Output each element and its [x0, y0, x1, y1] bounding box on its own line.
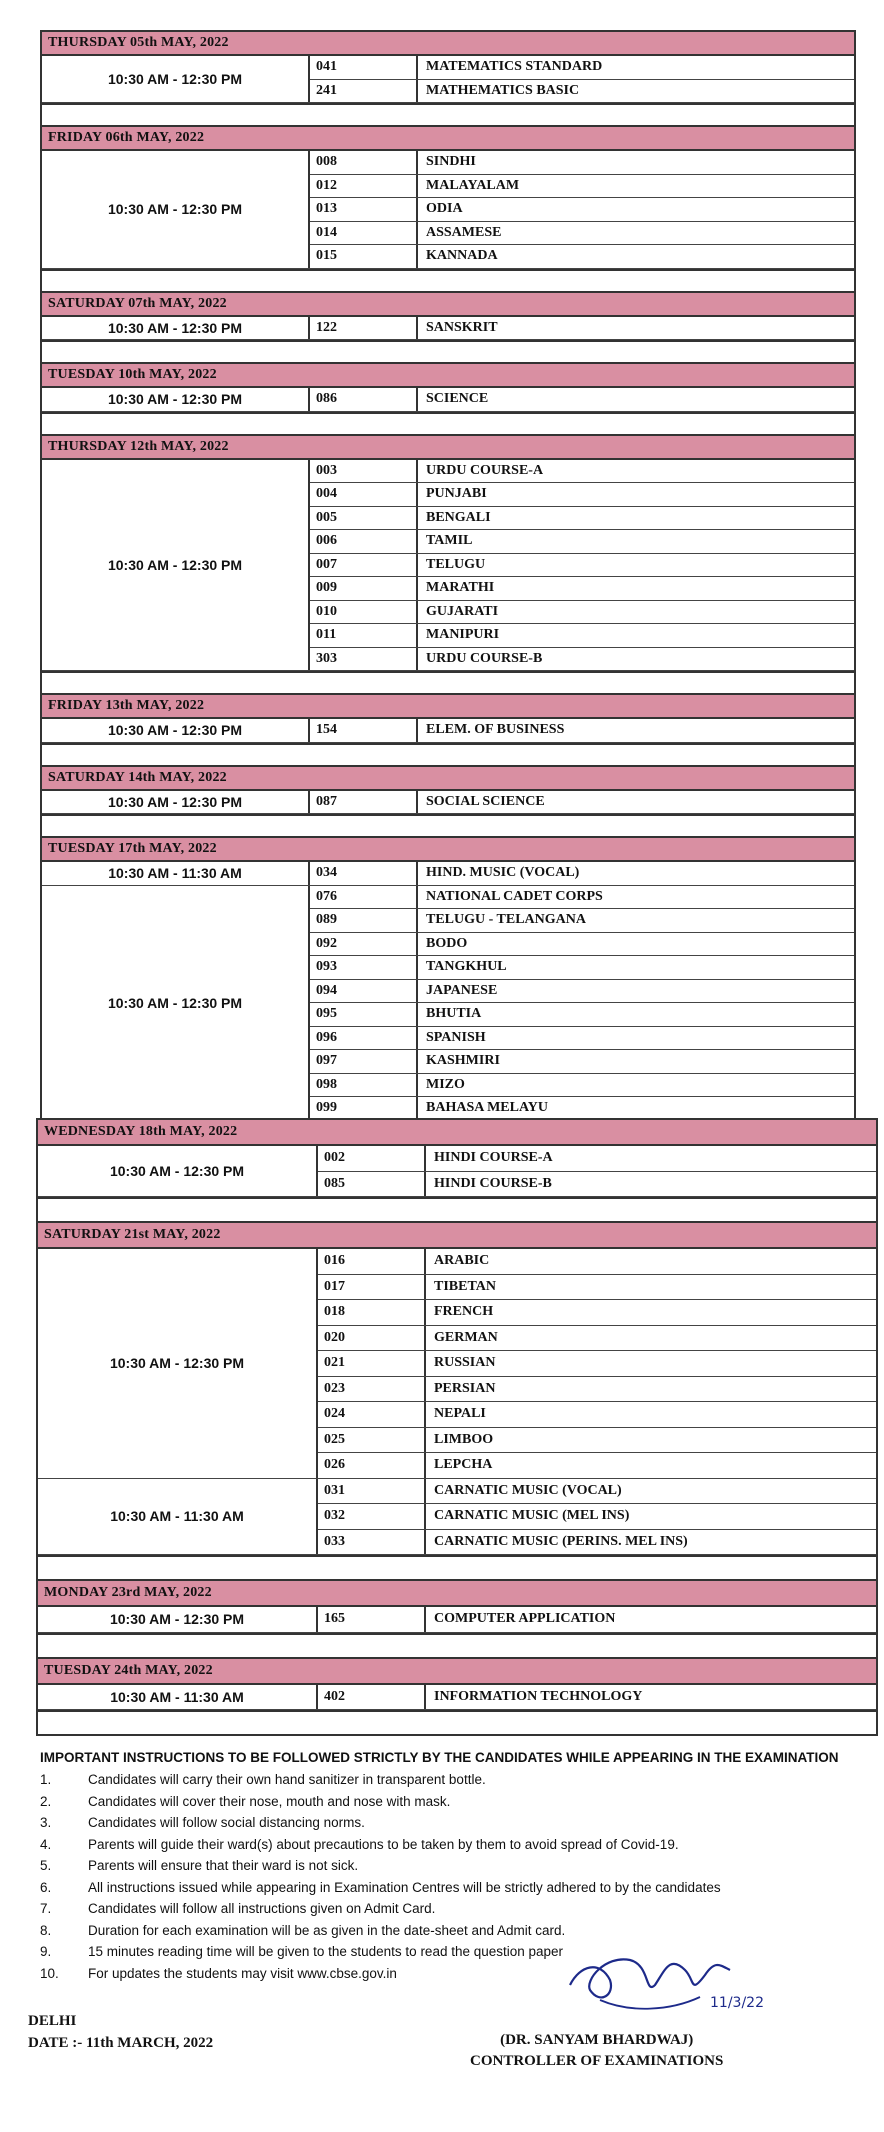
- instruction-number: 10.: [40, 1965, 59, 1981]
- subject-code: 002: [318, 1146, 426, 1171]
- exam-day: [42, 693, 854, 765]
- subject-row: [310, 317, 854, 340]
- subject-code: 094: [310, 980, 418, 1003]
- subject-code: 032: [318, 1504, 426, 1529]
- subject-code: 006: [310, 530, 418, 553]
- subject-code: 016: [318, 1249, 426, 1274]
- subject-name: TANGKHUL: [426, 959, 507, 974]
- subject-row: [310, 577, 854, 601]
- subject-code: 096: [310, 1027, 418, 1050]
- subject-row: [310, 507, 854, 531]
- subject-code: 085: [318, 1172, 426, 1197]
- subject-name: RUSSIAN: [434, 1355, 496, 1370]
- instruction-number: 7.: [40, 1901, 52, 1916]
- subject-row: [318, 1428, 876, 1454]
- subject-list: [318, 1607, 876, 1632]
- day-spacer: [42, 103, 854, 125]
- subject-list: [318, 1479, 876, 1555]
- subject-code: 097: [310, 1050, 418, 1073]
- instruction-text: Parents will ensure that their ward is not sick.: [88, 1858, 359, 1873]
- subject-name: SOCIAL SCIENCE: [426, 793, 545, 809]
- footer-left: [28, 2010, 213, 2054]
- time-slot-group: [42, 886, 854, 1120]
- subject-name: FRENCH: [434, 1304, 494, 1319]
- subject-code: 033: [318, 1530, 426, 1555]
- instruction-number: 5.: [40, 1858, 52, 1873]
- subject-row: [310, 933, 854, 957]
- subject-name: CARNATIC MUSIC (MEL INS): [434, 1508, 630, 1523]
- time-slot-group: [38, 1146, 876, 1197]
- exam-day: [42, 32, 854, 125]
- exam-time: 10:30 AM - 12:30 PM: [42, 460, 310, 671]
- subject-row: [310, 80, 854, 103]
- exam-date-header: WEDNESDAY 18th MAY, 2022: [38, 1120, 876, 1146]
- subject-name: NEPALI: [434, 1406, 486, 1421]
- subject-row: [318, 1146, 876, 1172]
- subject-name: ODIA: [426, 201, 463, 216]
- exam-day: [38, 1221, 876, 1579]
- exam-time: 10:30 AM - 12:30 PM: [38, 1607, 318, 1632]
- subject-name: URDU COURSE-A: [426, 462, 544, 478]
- subject-name: SINDHI: [426, 154, 476, 169]
- subject-row: [310, 245, 854, 268]
- exam-day: [38, 1120, 876, 1221]
- subject-name: BAHASA MELAYU: [426, 1100, 549, 1115]
- day-spacer: [38, 1555, 876, 1579]
- subject-name: MANIPURI: [426, 627, 500, 642]
- exam-day: [42, 362, 854, 434]
- subject-name: BODO: [426, 935, 468, 951]
- instruction-item: [40, 1791, 860, 1813]
- subject-name: LIMBOO: [434, 1431, 494, 1447]
- exam-date-header: TUESDAY 10th MAY, 2022: [42, 362, 854, 388]
- instruction-text: Parents will guide their ward(s) about precautions to be taken by them to avoid spread of Covid-19.: [88, 1836, 679, 1852]
- subject-name: SANSKRIT: [426, 319, 498, 335]
- exam-date-header: TUESDAY 17th MAY, 2022: [42, 836, 854, 862]
- subject-code: 031: [318, 1479, 426, 1504]
- subject-code: 007: [310, 554, 418, 577]
- subject-name: MIZO: [426, 1076, 465, 1092]
- subject-code: 099: [310, 1097, 418, 1120]
- exam-date-header: SATURDAY 21st MAY, 2022: [38, 1221, 876, 1249]
- time-slot-group: [42, 460, 854, 672]
- exam-time: 10:30 AM - 12:30 PM: [42, 791, 310, 814]
- subject-name: BHUTIA: [426, 1006, 482, 1021]
- time-slot-group: [42, 862, 854, 886]
- subject-code: 025: [318, 1428, 426, 1453]
- subject-name: TIBETAN: [434, 1278, 496, 1294]
- subject-row: [318, 1326, 876, 1352]
- subject-code: 026: [318, 1453, 426, 1478]
- exam-date-header: SATURDAY 14th MAY, 2022: [42, 765, 854, 791]
- instruction-text: 15 minutes reading time will be given to the students to read the question paper: [88, 1944, 564, 1959]
- subject-row: [318, 1530, 876, 1555]
- subject-name: PUNJABI: [426, 486, 487, 501]
- instruction-item: [40, 1769, 860, 1791]
- subject-row: [310, 1074, 854, 1098]
- instruction-number: 6.: [40, 1879, 52, 1895]
- time-slot-group: [42, 151, 854, 269]
- exam-time: 10:30 AM - 12:30 PM: [42, 719, 310, 742]
- subject-row: [318, 1275, 876, 1301]
- subject-code: 154: [310, 719, 418, 742]
- subject-name: URDU COURSE-B: [426, 650, 543, 666]
- subject-row: [310, 648, 854, 671]
- subject-row: [318, 1249, 876, 1275]
- day-spacer: [38, 1710, 876, 1734]
- time-slot-group: [42, 56, 854, 103]
- subject-name: INFORMATION TECHNOLOGY: [434, 1688, 643, 1704]
- subject-row: [318, 1172, 876, 1197]
- subject-row: [310, 1003, 854, 1027]
- day-spacer: [42, 340, 854, 362]
- instruction-text: Candidates will cover their nose, mouth and nose with mask.: [88, 1793, 451, 1809]
- subject-list: [310, 56, 854, 102]
- instruction-number: 8.: [40, 1922, 52, 1938]
- time-slot-group: [42, 317, 854, 341]
- subject-code: 076: [310, 886, 418, 909]
- subject-name: PERSIAN: [434, 1380, 496, 1396]
- time-slot-group: [38, 1607, 876, 1633]
- subject-code: 092: [310, 933, 418, 956]
- subject-list: [310, 862, 854, 885]
- exam-date-header: THURSDAY 12th MAY, 2022: [42, 434, 854, 460]
- subject-row: [310, 483, 854, 507]
- exam-day: [42, 765, 854, 837]
- footer-place: DELHI: [28, 2013, 77, 2029]
- subject-code: 018: [318, 1300, 426, 1325]
- subject-list: [310, 317, 854, 340]
- day-spacer: [42, 671, 854, 693]
- subject-name: HINDI COURSE-A: [434, 1150, 553, 1165]
- day-spacer: [38, 1197, 876, 1221]
- instruction-text: Candidates will carry their own hand sanitizer in transparent bottle.: [88, 1772, 486, 1787]
- subject-code: 303: [310, 648, 418, 671]
- subject-row: [310, 151, 854, 175]
- day-spacer: [38, 1633, 876, 1657]
- exam-day: [42, 434, 854, 694]
- instructions-title: IMPORTANT INSTRUCTIONS TO BE FOLLOWED STRICTLY BY THE CANDIDATES WHILE APPEARING IN THE EXAMINATION: [40, 1750, 839, 1765]
- subject-code: 010: [310, 601, 418, 624]
- subject-name: GERMAN: [434, 1329, 498, 1345]
- subject-name: SPANISH: [426, 1029, 486, 1045]
- subject-code: 402: [318, 1685, 426, 1710]
- subject-list: [310, 388, 854, 411]
- subject-row: [310, 601, 854, 625]
- subject-row: [310, 1027, 854, 1051]
- time-slot-group: [42, 791, 854, 815]
- subject-name: HINDI COURSE-B: [434, 1175, 552, 1191]
- subject-code: 008: [310, 151, 418, 174]
- instruction-text: Candidates will follow social distancing norms.: [88, 1815, 365, 1830]
- subject-name: HIND. MUSIC (VOCAL): [426, 865, 580, 880]
- exam-date-header: TUESDAY 24th MAY, 2022: [38, 1657, 876, 1685]
- subject-name: COMPUTER APPLICATION: [434, 1611, 616, 1626]
- subject-code: 041: [310, 56, 418, 79]
- instruction-text: All instructions issued while appearing in Examination Centres will be strictly adhered to by the candidates: [88, 1879, 721, 1895]
- subject-row: [310, 530, 854, 554]
- subject-row: [310, 460, 854, 484]
- instruction-number: 9.: [40, 1944, 52, 1959]
- subject-code: 086: [310, 388, 418, 411]
- subject-row: [310, 719, 854, 742]
- subject-code: 011: [310, 624, 418, 647]
- subject-list: [310, 886, 854, 1120]
- subject-code: 122: [310, 317, 418, 340]
- subject-code: 021: [318, 1351, 426, 1376]
- subject-name: SCIENCE: [426, 391, 489, 406]
- subject-name: MARATHI: [426, 580, 495, 595]
- subject-row: [318, 1377, 876, 1403]
- subject-code: 034: [310, 862, 418, 885]
- subject-row: [310, 388, 854, 411]
- exam-time: 10:30 AM - 12:30 PM: [42, 886, 310, 1120]
- time-slot-group: [38, 1685, 876, 1711]
- instruction-item: [40, 1877, 860, 1899]
- exam-time: 10:30 AM - 12:30 PM: [38, 1249, 318, 1478]
- subject-name: CARNATIC MUSIC (VOCAL): [434, 1482, 622, 1498]
- subject-code: 093: [310, 956, 418, 979]
- subject-row: [318, 1300, 876, 1326]
- datesheet-table-part-1: [40, 30, 856, 1122]
- subject-name: MATHEMATICS BASIC: [426, 82, 580, 98]
- subject-code: 009: [310, 577, 418, 600]
- subject-name: LEPCHA: [434, 1457, 493, 1472]
- subject-code: 241: [310, 80, 418, 103]
- instruction-number: 1.: [40, 1772, 52, 1787]
- subject-code: 089: [310, 909, 418, 932]
- subject-code: 098: [310, 1074, 418, 1097]
- subject-name: ASSAMESE: [426, 224, 502, 240]
- subject-code: 004: [310, 483, 418, 506]
- signature-date: 11/3/22: [710, 1995, 764, 2011]
- exam-time: 10:30 AM - 11:30 AM: [42, 862, 310, 885]
- time-slot-group: [42, 719, 854, 743]
- subject-row: [318, 1479, 876, 1505]
- subject-name: NATIONAL CADET CORPS: [426, 888, 603, 904]
- subject-row: [318, 1504, 876, 1530]
- subject-name: MALAYALAM: [426, 177, 520, 193]
- subject-code: 003: [310, 460, 418, 483]
- instruction-number: 3.: [40, 1815, 52, 1830]
- exam-time: 10:30 AM - 12:30 PM: [42, 151, 310, 268]
- exam-time: 10:30 AM - 12:30 PM: [38, 1146, 318, 1196]
- subject-row: [310, 791, 854, 814]
- subject-name: KANNADA: [426, 248, 498, 263]
- exam-date-header: MONDAY 23rd MAY, 2022: [38, 1579, 876, 1607]
- subject-name: ELEM. OF BUSINESS: [426, 722, 565, 737]
- instruction-item: [40, 1855, 860, 1877]
- footer-date: DATE :- 11th MARCH, 2022: [28, 2035, 214, 2051]
- signature-image: [560, 1925, 780, 2015]
- time-slot-group: [38, 1249, 876, 1479]
- subject-code: 095: [310, 1003, 418, 1026]
- subject-row: [318, 1607, 876, 1632]
- instruction-text: For updates the students may visit www.cbse.gov.in: [88, 1965, 397, 1981]
- exam-day: [42, 125, 854, 291]
- subject-name: MATEMATICS STANDARD: [426, 59, 603, 74]
- day-spacer: [42, 269, 854, 291]
- subject-list: [318, 1249, 876, 1478]
- subject-code: 165: [318, 1607, 426, 1632]
- subject-row: [310, 624, 854, 648]
- exam-day: [42, 836, 854, 1120]
- instruction-item: [40, 1898, 860, 1920]
- subject-code: 017: [318, 1275, 426, 1300]
- instruction-text: Duration for each examination will be as given in the date-sheet and Admit card.: [88, 1922, 566, 1938]
- instruction-item: [40, 1812, 860, 1834]
- subject-row: [310, 980, 854, 1004]
- instruction-number: 2.: [40, 1793, 52, 1809]
- subject-name: GUJARATI: [426, 603, 499, 619]
- subject-code: 024: [318, 1402, 426, 1427]
- time-slot-group: [42, 388, 854, 412]
- subject-code: 013: [310, 198, 418, 221]
- subject-row: [310, 909, 854, 933]
- subject-row: [310, 175, 854, 199]
- subject-list: [318, 1146, 876, 1196]
- subject-row: [318, 1453, 876, 1478]
- subject-name: BENGALI: [426, 509, 491, 525]
- subject-row: [310, 1097, 854, 1120]
- subject-code: 012: [310, 175, 418, 198]
- subject-row: [318, 1351, 876, 1377]
- day-spacer: [42, 743, 854, 765]
- instruction-item: [40, 1834, 860, 1856]
- instruction-text: Candidates will follow all instructions given on Admit Card.: [88, 1901, 436, 1916]
- exam-date-header: THURSDAY 05th MAY, 2022: [42, 32, 854, 56]
- exam-day: [38, 1657, 876, 1735]
- subject-name: TAMIL: [426, 533, 473, 548]
- subject-row: [318, 1685, 876, 1710]
- subject-name: ARABIC: [434, 1253, 490, 1268]
- subject-name: TELUGU: [426, 556, 486, 572]
- subject-row: [310, 554, 854, 578]
- day-spacer: [42, 814, 854, 836]
- subject-name: KASHMIRI: [426, 1053, 500, 1068]
- subject-list: [310, 791, 854, 814]
- subject-row: [310, 862, 854, 885]
- subject-row: [310, 886, 854, 910]
- exam-time: 10:30 AM - 11:30 AM: [38, 1479, 318, 1555]
- footer-right: [470, 2030, 723, 2072]
- signatory-name: (DR. SANYAM BHARDWAJ): [500, 2032, 694, 2048]
- exam-time: 10:30 AM - 12:30 PM: [42, 317, 310, 340]
- exam-date-header: SATURDAY 07th MAY, 2022: [42, 291, 854, 317]
- subject-list: [310, 151, 854, 268]
- datesheet-table-part-2: [36, 1118, 878, 1736]
- subject-row: [310, 222, 854, 246]
- subject-row: [318, 1402, 876, 1428]
- subject-code: 015: [310, 245, 418, 268]
- exam-time: 10:30 AM - 11:30 AM: [38, 1685, 318, 1710]
- instruction-number: 4.: [40, 1836, 52, 1852]
- time-slot-group: [38, 1479, 876, 1556]
- exam-day: [38, 1579, 876, 1657]
- day-spacer: [42, 412, 854, 434]
- signatory-designation: CONTROLLER OF EXAMINATIONS: [470, 2053, 724, 2069]
- subject-name: JAPANESE: [426, 982, 498, 998]
- exam-time: 10:30 AM - 12:30 PM: [42, 56, 310, 102]
- subject-list: [310, 460, 854, 671]
- subject-code: 020: [318, 1326, 426, 1351]
- subject-code: 023: [318, 1377, 426, 1402]
- subject-code: 014: [310, 222, 418, 245]
- subject-row: [310, 956, 854, 980]
- exam-day: [42, 291, 854, 363]
- subject-list: [310, 719, 854, 742]
- exam-date-header: FRIDAY 06th MAY, 2022: [42, 125, 854, 151]
- subject-code: 087: [310, 791, 418, 814]
- subject-name: TELUGU - TELANGANA: [426, 912, 586, 927]
- exam-date-header: FRIDAY 13th MAY, 2022: [42, 693, 854, 719]
- exam-time: 10:30 AM - 12:30 PM: [42, 388, 310, 411]
- subject-row: [310, 1050, 854, 1074]
- subject-list: [318, 1685, 876, 1710]
- subject-code: 005: [310, 507, 418, 530]
- subject-name: CARNATIC MUSIC (PERINS. MEL INS): [434, 1533, 688, 1549]
- subject-row: [310, 56, 854, 80]
- subject-row: [310, 198, 854, 222]
